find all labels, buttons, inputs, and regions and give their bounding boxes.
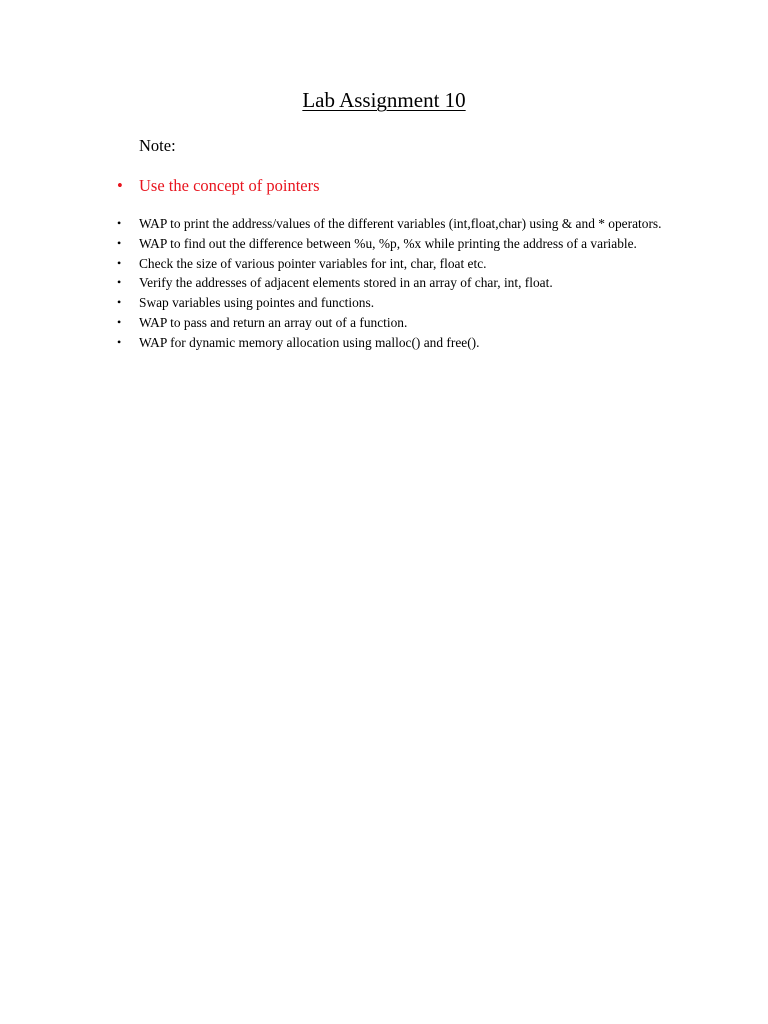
task-list [117, 214, 677, 353]
bullet-icon: • [117, 334, 122, 349]
highlight-item [117, 175, 320, 197]
title-text: Lab Assignment 10 [302, 88, 466, 112]
note-label: Note: [139, 136, 176, 155]
bullet-icon: • [117, 216, 122, 230]
highlight-text: Use the concept of pointers [139, 176, 320, 195]
bullet-icon: • [117, 235, 122, 250]
task-item [117, 313, 677, 333]
bullet-icon: • [117, 255, 122, 270]
task-item [117, 234, 677, 254]
task-item [117, 333, 677, 353]
bullet-icon: • [117, 176, 123, 195]
bullet-icon: • [117, 295, 122, 310]
task-text: WAP for dynamic memory allocation using malloc() and free(). [139, 334, 480, 350]
task-text: Verify the addresses of adjacent elements stored in an array of char, int, float. [139, 275, 553, 291]
bullet-icon: • [117, 314, 122, 329]
task-item [117, 214, 677, 234]
bullet-icon: • [117, 275, 122, 290]
task-item [117, 254, 677, 274]
task-item [117, 273, 677, 293]
task-text: Check the size of various pointer variables for int, char, float etc. [139, 255, 487, 271]
task-text: WAP to pass and return an array out of a function. [139, 314, 408, 330]
task-item [117, 293, 677, 313]
task-text: Swap variables using pointes and functions. [139, 295, 375, 311]
page-title [0, 86, 768, 114]
task-text: WAP to print the address/values of the different variables (int,float,char) using & and * operators. [139, 216, 662, 231]
task-text: WAP to find out the difference between %u, %p, %x while printing the address of a variable. [139, 235, 637, 251]
